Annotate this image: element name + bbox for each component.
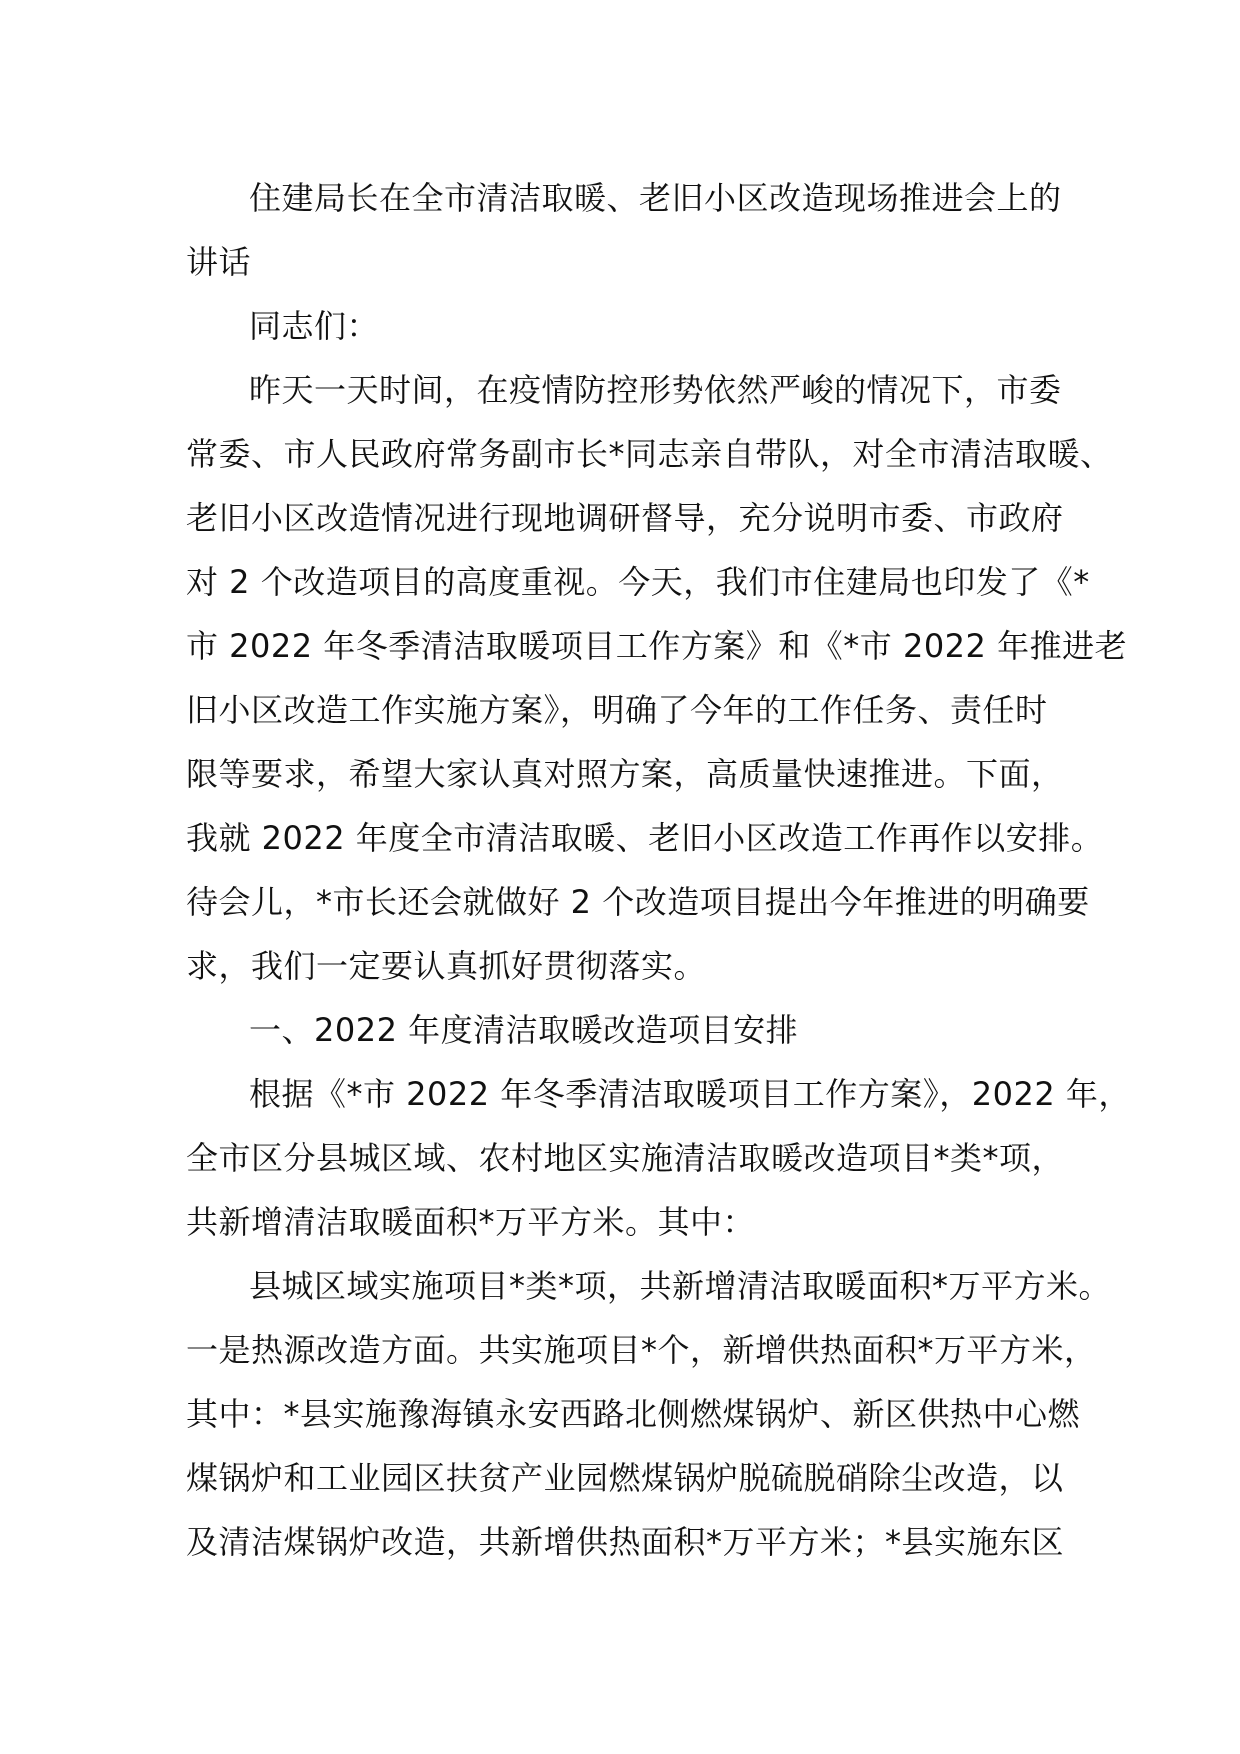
body-line: 其中：*县实施豫海镇永安西路北侧燃煤锅炉、新区供热中心燃	[186, 1395, 1081, 1433]
salutation: 同志们：	[249, 307, 380, 345]
body-line: 共新增清洁取暖面积*万平方米。其中：	[186, 1203, 756, 1241]
document-title-line-2: 讲话	[186, 243, 252, 281]
document-title-line-1: 住建局长在全市清洁取暖、老旧小区改造现场推进会上的	[249, 179, 1062, 217]
body-line: 求，我们一定要认真抓好贯彻落实。	[186, 947, 707, 985]
body-line: 老旧小区改造情况进行现地调研督导，充分说明市委、市政府	[186, 499, 1064, 537]
section-heading: 一、2022 年度清洁取暖改造项目安排	[249, 1011, 799, 1049]
body-line: 县城区域实施项目*类*项，共新增清洁取暖面积*万平方米。	[249, 1267, 1112, 1305]
body-line: 旧小区改造工作实施方案》，明确了今年的工作任务、责任时	[186, 691, 1048, 729]
body-line: 限等要求，希望大家认真对照方案，高质量快速推进。下面，	[186, 755, 1064, 793]
body-line: 我就 2022 年度全市清洁取暖、老旧小区改造工作再作以安排。	[186, 819, 1104, 857]
body-line: 全市区分县城区域、农村地区实施清洁取暖改造项目*类*项，	[186, 1139, 1065, 1177]
body-line: 及清洁煤锅炉改造，共新增供热面积*万平方米；*县实施东区	[186, 1523, 1065, 1561]
body-line: 常委、市人民政府常务副市长*同志亲自带队，对全市清洁取暖、	[186, 435, 1113, 473]
body-line: 待会儿，*市长还会就做好 2 个改造项目提出今年推进的明确要	[186, 883, 1090, 921]
body-line: 对 2 个改造项目的高度重视。今天，我们市住建局也印发了《*	[186, 563, 1090, 601]
body-line: 昨天一天时间，在疫情防控形势依然严峻的情况下，市委	[249, 371, 1062, 409]
body-line: 根据《*市 2022 年冬季清洁取暖项目工作方案》，2022 年，	[249, 1075, 1131, 1113]
body-line: 市 2022 年冬季清洁取暖项目工作方案》和《*市 2022 年推进老	[186, 627, 1128, 665]
body-line: 一是热源改造方面。共实施项目*个，新增供热面积*万平方米，	[186, 1331, 1097, 1369]
body-line: 煤锅炉和工业园区扶贫产业园燃煤锅炉脱硫脱硝除尘改造，以	[186, 1459, 1064, 1497]
